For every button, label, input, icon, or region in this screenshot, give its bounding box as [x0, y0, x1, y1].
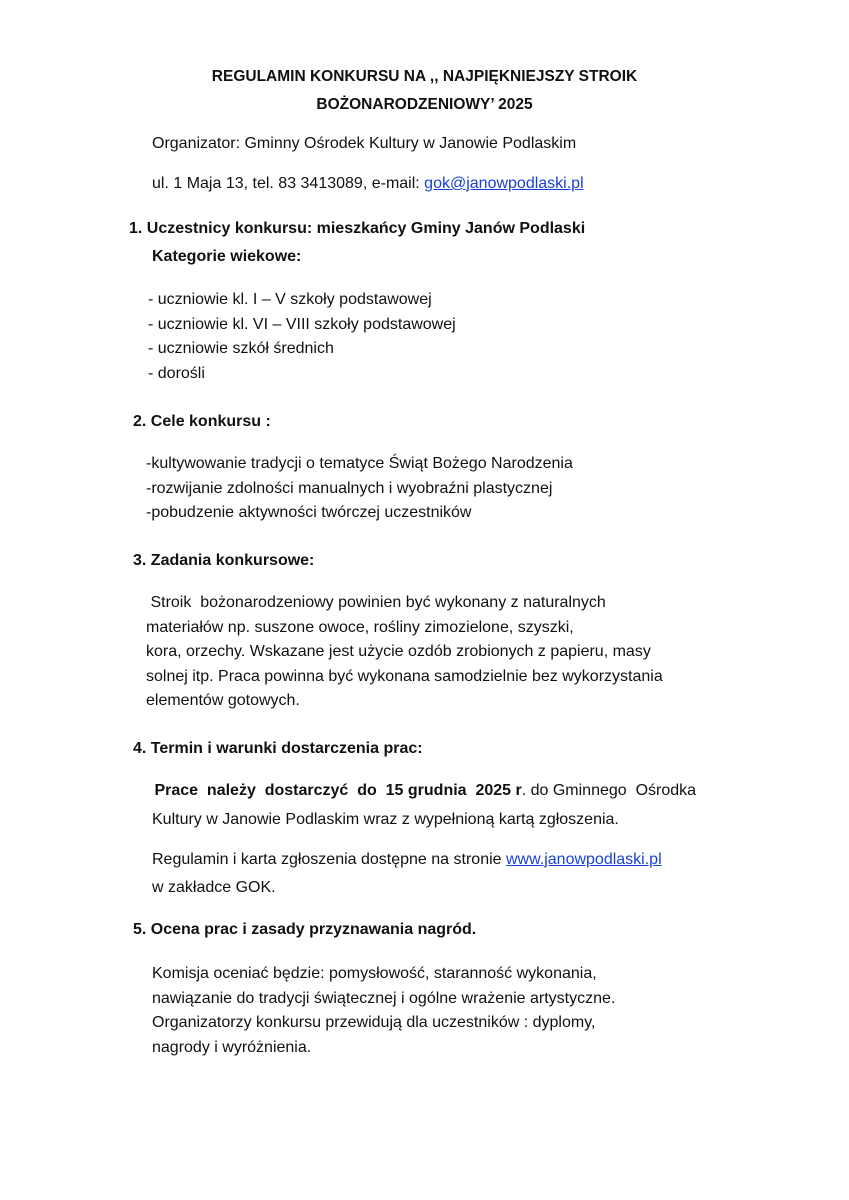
section-2-heading: 2. Cele konkursu :	[133, 413, 271, 430]
age-categories-list	[148, 288, 456, 386]
address-line	[152, 172, 584, 197]
section-4-heading: 4. Termin i warunki dostarczenia prac:	[133, 740, 423, 757]
list-item: -pobudzenie aktywności twórczej uczestników	[146, 504, 472, 521]
website-link[interactable]: www.janowpodlaski.pl	[505, 851, 662, 868]
info-text: Regulamin i karta zgłoszenia dostępne na stronie	[152, 851, 506, 868]
paragraph-line: kora, orzechy. Wskazane jest użycie ozdób zrobionych z papieru, masy	[146, 643, 651, 660]
section-5-body	[152, 962, 615, 1060]
paragraph-line: materiałów np. suszone owoce, rośliny zimozielone, szyszki,	[146, 618, 574, 636]
section-1-heading: 1. Uczestnicy konkursu: mieszkańcy Gminy Janów Podlaski	[129, 220, 586, 237]
organizer-line: Organizator: Gminny Ośrodek Kultury w Janowie Podlaskim	[152, 135, 577, 152]
deadline-bold: Prace należy dostarczyć do 15 grudnia 2025 r	[150, 782, 522, 799]
paragraph-line: Organizatorzy konkursu przewidują dla uczestników : dyplomy,	[152, 1014, 596, 1031]
paragraph-line: Stroik bożonarodzeniowy powinien być wykonany z naturalnych	[146, 594, 606, 611]
section-3-body	[146, 591, 663, 714]
email-link[interactable]: gok@janowpodlaski.pl	[424, 175, 584, 192]
list-item: -rozwijanie zdolności manualnych i wyobraźni plastycznej	[146, 479, 553, 497]
address-text: ul. 1 Maja 13, tel. 83 3413089, e-mail:	[152, 175, 425, 192]
goals-list	[146, 452, 573, 526]
list-item: - dorośli	[148, 364, 205, 382]
section-3-heading: 3. Zadania konkursowe:	[133, 552, 315, 569]
list-item: -kultywowanie tradycji o tematyce Świąt Bożego Narodzenia	[146, 455, 573, 472]
deadline-line-2: Kultury w Janowie Podlaskim wraz z wypełnioną kartą zgłoszenia.	[152, 811, 619, 828]
deadline-line	[150, 779, 696, 804]
paragraph-line: nawiązanie do tradycji świątecznej i ogólne wrażenie artystyczne.	[152, 989, 616, 1007]
paragraph-line: nagrody i wyróżnienia.	[152, 1038, 312, 1056]
list-item: - uczniowie kl. VI – VIII szkoły podstawowej	[148, 315, 456, 333]
list-item: - uczniowie kl. I – V szkoły podstawowej	[148, 291, 432, 308]
deadline-rest: . do Gminnego Ośrodka	[521, 782, 697, 799]
paragraph-line: elementów gotowych.	[146, 692, 300, 709]
section-1-subheading: Kategorie wiekowe:	[152, 248, 302, 265]
info-line	[152, 848, 662, 873]
title-line-2: BOŻONARODZENIOWY’ 2025	[316, 96, 533, 113]
info-line-2: w zakładce GOK.	[152, 879, 276, 896]
paragraph-line: solnej itp. Praca powinna być wykonana samodzielnie bez wykorzystania	[146, 667, 663, 685]
list-item: - uczniowie szkół średnich	[148, 340, 334, 357]
paragraph-line: Komisja oceniać będzie: pomysłowość, staranność wykonania,	[152, 965, 597, 982]
section-5-heading: 5. Ocena prac i zasady przyznawania nagród.	[133, 921, 477, 938]
title-line-1: REGULAMIN KONKURSU NA ,, NAJPIĘKNIEJSZY STROIK	[211, 68, 638, 85]
